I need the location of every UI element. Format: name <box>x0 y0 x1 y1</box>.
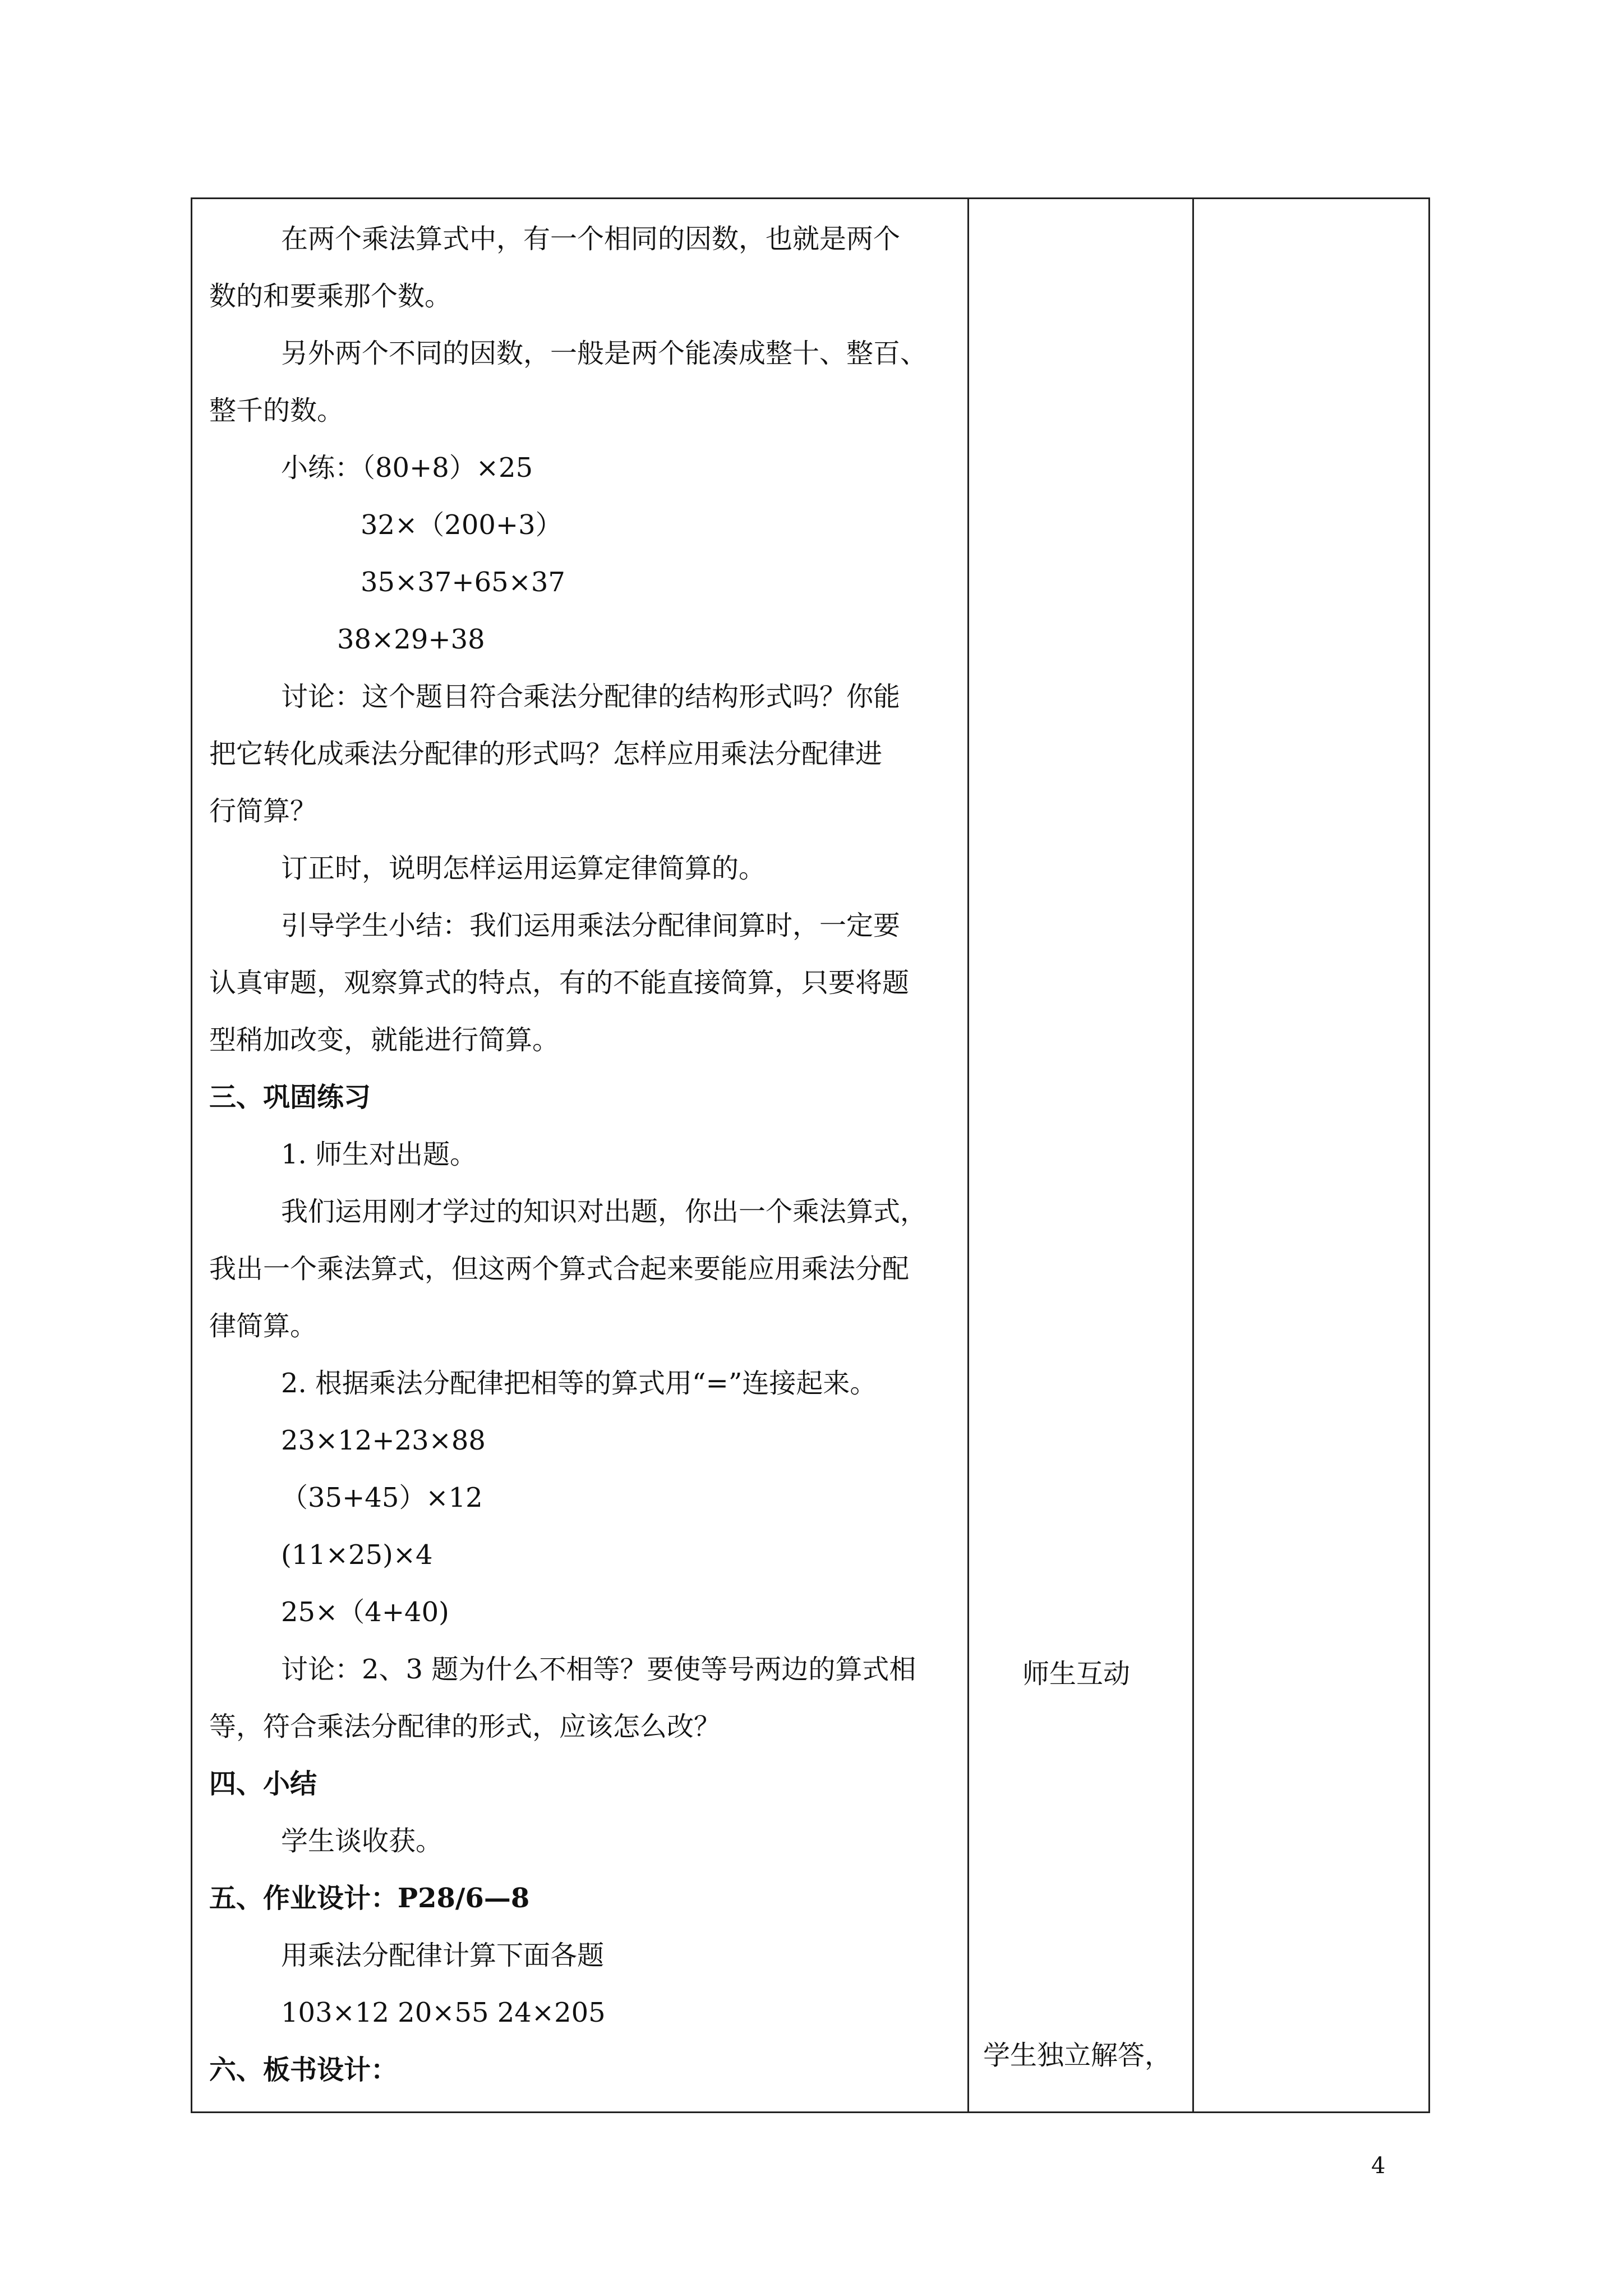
content-line: 25×（4+40) <box>281 1596 449 1628</box>
note-students-solve-independently: 学生独立解答， <box>983 2040 1172 2071</box>
content-line: 数的和要乘那个数。 <box>209 280 452 312</box>
lesson-plan-table <box>191 197 1430 2113</box>
section-heading: 四、小结 <box>209 1768 317 1800</box>
content-line: 行简算？ <box>209 795 317 827</box>
column-divider-1 <box>967 199 969 2111</box>
column-divider-2 <box>1192 199 1194 2111</box>
content-line: 认真审题，观察算式的特点，有的不能直接简算，只要将题 <box>209 967 910 999</box>
section-heading: 五、作业设计：P28/6—8 <box>209 1883 530 1914</box>
content-line: 1. 师生对出题。 <box>281 1139 477 1170</box>
content-line: 我们运用刚才学过的知识对出题，你出一个乘法算式， <box>281 1196 928 1227</box>
content-line: 讨论：2、3 题为什么不相等？要使等号两边的算式相 <box>281 1654 916 1685</box>
content-line: 另外两个不同的因数，一般是两个能凑成整十、整百、 <box>281 338 928 369</box>
content-line: 35×37+65×37 <box>361 567 565 598</box>
content-line: 用乘法分配律计算下面各题 <box>281 1940 605 1971</box>
content-line: 等，符合乘法分配律的形式，应该怎么改？ <box>209 1711 721 1742</box>
content-line: （35+45）×12 <box>281 1482 483 1513</box>
content-line: 我出一个乘法算式，但这两个算式合起来要能应用乘法分配 <box>209 1253 910 1285</box>
content-line: 2. 根据乘法分配律把相等的算式用“=”连接起来。 <box>281 1368 877 1399</box>
content-line: 型稍加改变，就能进行简算。 <box>209 1024 560 1056</box>
lesson-content <box>209 210 961 2099</box>
content-line: 整千的数。 <box>209 395 344 426</box>
content-line: 订正时，说明怎样运用运算定律简算的。 <box>281 853 766 884</box>
content-line: 把它转化成乘法分配律的形式吗？怎样应用乘法分配律进 <box>209 738 883 770</box>
note-teacher-student-interaction: 师生互动 <box>1022 1658 1131 1690</box>
section-heading: 三、巩固练习 <box>209 1082 371 1113</box>
content-line: (11×25)×4 <box>281 1539 433 1571</box>
content-line: 小练：（80+8）×25 <box>281 452 533 484</box>
content-line: 38×29+38 <box>337 624 485 655</box>
content-line: 讨论：这个题目符合乘法分配律的结构形式吗？你能 <box>281 681 901 712</box>
content-line: 23×12+23×88 <box>281 1425 486 1456</box>
content-line: 学生谈收获。 <box>281 1825 443 1857</box>
content-line: 在两个乘法算式中，有一个相同的因数，也就是两个 <box>281 223 901 255</box>
content-line: 引导学生小结：我们运用乘法分配律间算时，一定要 <box>281 910 901 941</box>
content-line: 103×12 20×55 24×205 <box>281 1997 606 2028</box>
section-heading: 六、板书设计： <box>209 2054 398 2086</box>
content-line: 32×（200+3） <box>361 509 562 541</box>
content-line: 律简算。 <box>209 1310 317 1342</box>
page-number: 4 <box>1371 2153 1386 2179</box>
